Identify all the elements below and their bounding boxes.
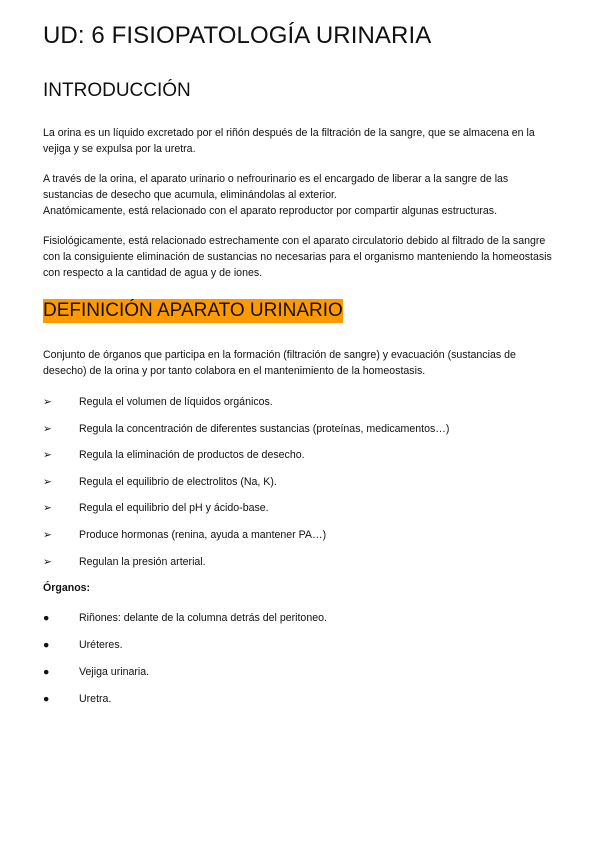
dot-bullet-icon: ● <box>43 639 50 651</box>
list-item-text: Uretra. <box>79 693 112 705</box>
highlighted-heading-text: DEFINICIÓN APARATO URINARIO <box>43 300 343 321</box>
intro-heading: INTRODUCCIÓN <box>43 80 191 101</box>
list-item-text: Riñones: delante de la columna detrás del peritoneo. <box>79 612 327 624</box>
arrow-bullet-icon: ➢ <box>43 502 52 515</box>
list-item-text: Vejiga urinaria. <box>79 666 150 678</box>
intro-paragraph-3 <box>43 233 563 281</box>
list-item <box>43 691 563 718</box>
dot-bullet-icon: ● <box>43 666 50 678</box>
text-line: Anatómicamente, está relacionado con el aparato reproductor por compartir algunas estructuras. <box>43 205 498 217</box>
list-item <box>43 527 563 554</box>
list-item <box>43 421 563 448</box>
list-item <box>43 637 563 664</box>
list-item <box>43 664 563 691</box>
definition-heading <box>43 300 343 322</box>
intro-paragraph-2 <box>43 171 563 219</box>
list-item <box>43 474 563 501</box>
arrow-bullet-icon: ➢ <box>43 528 52 541</box>
organs-list <box>43 610 563 718</box>
list-item-text: Uréteres. <box>79 639 123 651</box>
arrow-bullet-icon: ➢ <box>43 396 52 408</box>
text-line: La orina es un líquido excretado por el riñón después de la filtración de la sangre, que se almacena en la <box>43 127 535 139</box>
arrow-bullet-icon: ➢ <box>43 422 52 435</box>
dot-bullet-icon: ● <box>43 612 50 624</box>
arrow-bullet-icon: ➢ <box>43 555 52 568</box>
text-line: Conjunto de órganos que participa en la formación (filtración de sangre) y evacuación (sustancias de <box>43 349 516 361</box>
list-item-text: Regula el equilibrio del pH y ácido-base. <box>79 502 269 515</box>
list-item-text: Regula la eliminación de productos de desecho. <box>79 449 305 462</box>
definition-paragraph <box>43 347 563 379</box>
text-line: A través de la orina, el aparato urinario o nefrourinario es el encargado de liberar a la sangre de las <box>43 173 509 185</box>
list-item <box>43 610 563 637</box>
list-item-text: Regula el volumen de líquidos orgánicos. <box>79 396 273 408</box>
list-item <box>43 394 563 421</box>
list-item <box>43 500 563 527</box>
dot-bullet-icon: ● <box>43 693 50 705</box>
document-title: UD: 6 FISIOPATOLOGÍA URINARIA <box>43 22 432 49</box>
list-item-text: Produce hormonas (renina, ayuda a mantener PA…) <box>79 528 327 541</box>
list-item <box>43 554 563 581</box>
list-item-text: Regula el equilibrio de electrolitos (Na, K). <box>79 475 277 488</box>
list-item-text: Regulan la presión arterial. <box>79 555 206 568</box>
organs-label: Órganos: <box>43 582 91 594</box>
arrow-bullet-icon: ➢ <box>43 449 52 462</box>
list-item-text: Regula la concentración de diferentes sustancias (proteínas, medicamentos…) <box>79 422 450 435</box>
text-line: con respecto a la cantidad de agua y de iones. <box>43 267 263 279</box>
text-line: con la consiguiente eliminación de sustancias no necesarias para el organismo manteniendo la homeostasis <box>43 251 552 263</box>
intro-paragraph-1 <box>43 125 563 157</box>
functions-list <box>43 394 563 580</box>
arrow-bullet-icon: ➢ <box>43 475 52 488</box>
text-line: desecho) de la orina y por tanto colabora en el mantenimiento de la homeostasis. <box>43 365 426 377</box>
list-item <box>43 447 563 474</box>
text-line: Fisiológicamente, está relacionado estrechamente con el aparato circulatorio debido al filtrado de la sangre <box>43 235 546 247</box>
text-line: vejiga y se expulsa por la uretra. <box>43 143 196 155</box>
text-line: sustancias de desecho que acumula, eliminándolas al exterior. <box>43 189 337 201</box>
